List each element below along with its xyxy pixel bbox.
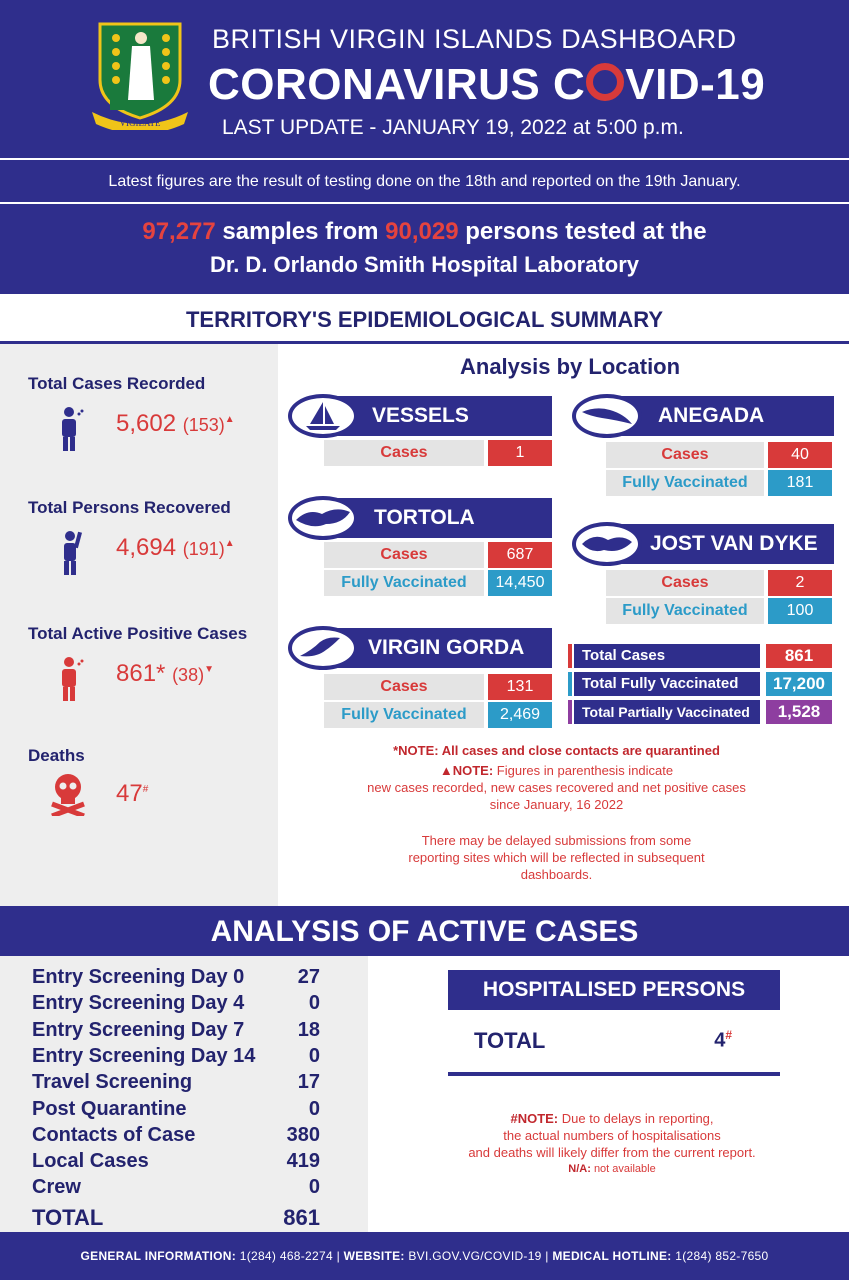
jvd-vacc-value: 100 — [768, 598, 832, 624]
vg-cases-value: 131 — [488, 674, 552, 700]
total-partial-row-value: 1,528 — [766, 700, 832, 724]
header-covid-b: VID-19 — [625, 60, 766, 109]
jvd-cases-label: Cases — [606, 570, 764, 596]
hosp-note-b: the actual numbers of hospitalisations — [503, 1128, 721, 1143]
island-jvd-icon — [572, 522, 642, 566]
persons-text: persons tested at the — [465, 218, 707, 245]
total-cases-label: Total Cases Recorded — [28, 374, 206, 393]
active-case-row — [32, 966, 320, 992]
active-case-value: 17 — [297, 1071, 320, 1094]
active-change: (38) — [172, 665, 205, 685]
recovered-value — [116, 534, 235, 562]
hospital-title: HOSPITALISED PERSONS — [448, 970, 780, 1010]
deaths-value — [116, 780, 148, 808]
coughing-person-icon — [56, 406, 86, 452]
active-case-value: 18 — [297, 1018, 320, 1041]
samples-text: samples from — [222, 218, 379, 245]
boat-icon — [288, 394, 358, 438]
active-case-value: 419 — [286, 1150, 320, 1173]
note-line-b: new cases recorded, new cases recovered and net positive cases — [367, 780, 746, 795]
note-delay-c: dashboards. — [520, 867, 593, 882]
deaths-number: 47 — [116, 780, 143, 807]
footer: GENERAL INFORMATION: 1(284) 468-2274 | WEBSITE: BVI.GOV.VG/COVID-19 | MEDICAL HOTLINE: 1(284) 852-7650 — [0, 1232, 849, 1280]
active-label: Total Active Positive Cases — [28, 624, 248, 643]
hospital-total-label: TOTAL — [474, 1028, 546, 1053]
crest-motto: VIGILATE — [119, 118, 161, 128]
active-case-label: Post Quarantine — [32, 1097, 187, 1120]
active-case-label: Entry Screening Day 0 — [32, 966, 245, 988]
note-delays — [282, 832, 831, 883]
vg-vacc-value: 2,469 — [488, 702, 552, 728]
total-vacc-row-value: 17,200 — [766, 672, 832, 696]
active-case-row — [32, 992, 320, 1018]
hash-mark: # — [142, 784, 149, 795]
waving-person-icon — [56, 530, 86, 576]
footer-info-phone[interactable]: 1(284) 468-2274 — [239, 1249, 333, 1263]
active-case-value: 0 — [308, 1176, 320, 1199]
vg-cases-label: Cases — [324, 674, 484, 700]
note-line-c: since January, 16 2022 — [489, 797, 624, 812]
anegada-vacc-value: 181 — [768, 470, 832, 496]
footer-website-link[interactable]: BVI.GOV.VG/COVID-19 — [408, 1249, 542, 1263]
tortola-cases-label: Cases — [324, 542, 484, 568]
total-cases-value — [116, 410, 235, 438]
total-cases-row-value: 861 — [766, 644, 832, 668]
hospital-note — [420, 1110, 804, 1178]
header-covid-a: CORONAVIRUS C — [208, 60, 586, 109]
crest-icon — [86, 20, 194, 130]
header — [0, 0, 849, 158]
total-cases-row-label — [574, 644, 760, 668]
summary-title: TERRITORY'S EPIDEMIOLOGICAL SUMMARY — [0, 294, 849, 344]
total-partial-text: Total Partially Vaccinated — [582, 704, 750, 720]
anegada-cases-label: Cases — [606, 442, 764, 468]
total-vacc-text: Total Fully Vaccinated — [582, 675, 739, 692]
total-cases-number: 5,602 — [116, 410, 177, 437]
total-vacc-row-label — [574, 672, 760, 696]
jvd-vacc-label: Fully Vaccinated — [606, 598, 764, 624]
active-case-value: 861 — [283, 1204, 320, 1230]
hash-mark: # — [725, 1028, 732, 1042]
active-value — [116, 660, 214, 688]
hosp-note-c: and deaths will likely differ from the current report. — [468, 1145, 756, 1160]
note-parenthesis — [282, 762, 831, 813]
active-case-value: 0 — [308, 1097, 320, 1120]
virus-icon — [586, 63, 624, 101]
active-case-row — [32, 1150, 320, 1176]
active-case-label: Contacts of Case — [32, 1123, 196, 1146]
active-case-label: Crew — [32, 1176, 81, 1199]
skull-icon — [48, 772, 88, 816]
vessels-header: VESSELS — [320, 396, 552, 436]
hospital-total-number: 4 — [714, 1029, 726, 1052]
hospital-total-value — [714, 1028, 732, 1053]
purple-bar — [568, 700, 572, 724]
footer-hotline-label: MEDICAL HOTLINE: — [552, 1249, 672, 1263]
active-case-value: 0 — [308, 992, 320, 1015]
active-case-row — [32, 1124, 320, 1150]
active-number: 861* — [116, 660, 166, 687]
vessels-cases-label: Cases — [324, 440, 484, 466]
lab-name: Dr. D. Orlando Smith Hospital Laboratory — [209, 252, 640, 277]
last-update: LAST UPDATE - JANUARY 19, 2022 at 5:00 p.m. — [222, 116, 684, 139]
footer-info-label: GENERAL INFORMATION: — [80, 1249, 237, 1263]
island-tortola-icon — [288, 496, 358, 540]
vg-vacc-label: Fully Vaccinated — [324, 702, 484, 728]
note-quarantine-text: *NOTE: All cases and close contacts are quarantined — [393, 743, 720, 758]
down-arrow-icon: ▼ — [204, 664, 214, 675]
jvd-cases-value: 2 — [768, 570, 832, 596]
total-cases-change: (153) — [182, 415, 225, 435]
note-line-a: Figures in parenthesis indicate — [496, 763, 674, 778]
na-text: not available — [593, 1163, 656, 1175]
anegada-cases-value: 40 — [768, 442, 832, 468]
sick-person-icon — [56, 656, 86, 702]
blue-bar — [568, 672, 572, 696]
recovered-change: (191) — [182, 539, 225, 559]
note-lead: ▲NOTE: — [439, 763, 494, 778]
tortola-header: TORTOLA — [320, 498, 552, 538]
na-lead: N/A: — [568, 1163, 591, 1175]
stats-panel — [0, 344, 278, 906]
active-case-label: TOTAL — [32, 1204, 104, 1230]
active-case-label: Local Cases — [32, 1150, 149, 1173]
active-case-row — [32, 1205, 320, 1231]
jvd-header: JOST VAN DYKE — [604, 524, 834, 564]
vg-header: VIRGIN GORDA — [320, 628, 552, 668]
footer-hotline-phone[interactable]: 1(284) 852-7650 — [675, 1249, 769, 1263]
hospital-box — [448, 1010, 780, 1076]
hosp-note-a: Due to delays in reporting, — [561, 1111, 714, 1126]
active-case-value: 0 — [308, 1044, 320, 1067]
anegada-header: ANEGADA — [604, 396, 834, 436]
active-case-value: 27 — [297, 966, 320, 988]
active-case-row — [32, 1098, 320, 1124]
tortola-vacc-value: 14,450 — [488, 570, 552, 596]
note-quarantine — [282, 742, 831, 759]
island-anegada-icon — [572, 394, 642, 438]
testing-summary — [0, 202, 849, 294]
active-case-label: Entry Screening Day 4 — [32, 992, 245, 1015]
active-case-label: Entry Screening Day 14 — [32, 1044, 256, 1067]
active-case-label: Entry Screening Day 7 — [32, 1018, 245, 1041]
active-case-row — [32, 1176, 320, 1202]
active-case-row — [32, 1071, 320, 1097]
active-case-label: Travel Screening — [32, 1071, 193, 1094]
island-virgin-gorda-icon — [288, 626, 358, 670]
recovered-number: 4,694 — [116, 534, 177, 561]
anegada-vacc-label: Fully Vaccinated — [606, 470, 764, 496]
red-bar — [568, 644, 572, 668]
header-title: BRITISH VIRGIN ISLANDS DASHBOARD — [212, 24, 737, 54]
header-covid-title — [208, 60, 765, 110]
total-partial-row-label — [574, 700, 760, 724]
recovered-label: Total Persons Recovered — [28, 498, 231, 517]
active-case-value: 380 — [286, 1123, 320, 1146]
vessels-cases-value: 1 — [488, 440, 552, 466]
active-cases-title: ANALYSIS OF ACTIVE CASES — [0, 906, 849, 956]
up-arrow-icon: ▲ — [224, 414, 235, 425]
note-delay-b: reporting sites which will be reflected in subsequent — [408, 850, 705, 865]
active-case-row — [32, 1019, 320, 1045]
active-case-row — [32, 1045, 320, 1071]
testing-note: Latest figures are the result of testing done on the 18th and reported on the 19th January. — [0, 158, 849, 202]
deaths-label: Deaths — [28, 746, 85, 765]
hosp-note-lead: #NOTE: — [510, 1111, 559, 1126]
up-arrow-icon: ▲ — [224, 538, 235, 549]
tortola-vacc-label: Fully Vaccinated — [324, 570, 484, 596]
persons-count: 90,029 — [385, 218, 459, 245]
samples-count: 97,277 — [142, 218, 216, 245]
tortola-cases-value: 687 — [488, 542, 552, 568]
footer-website-label: WEBSITE: — [343, 1249, 405, 1263]
total-cases-text: Total Cases — [582, 647, 666, 664]
analysis-title: Analysis by Location — [460, 354, 681, 379]
note-delay-a: There may be delayed submissions from some — [421, 833, 692, 848]
